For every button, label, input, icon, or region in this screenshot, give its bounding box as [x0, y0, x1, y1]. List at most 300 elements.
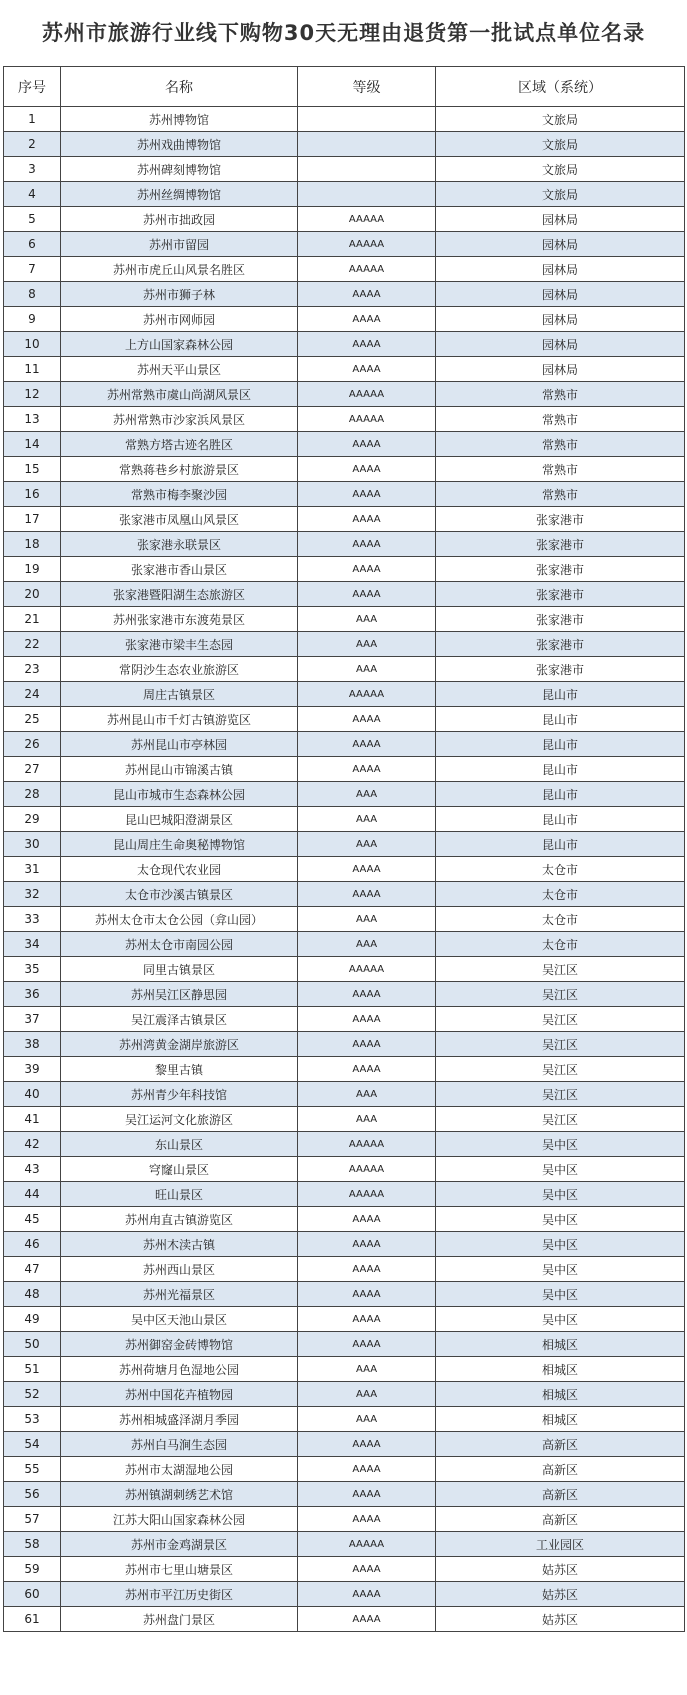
table-row: [4, 1507, 685, 1532]
cell-name: 吴江运河文化旅游区: [61, 1107, 298, 1132]
cell-grade: AAAA: [298, 1482, 436, 1507]
cell-region: 张家港市: [436, 507, 685, 532]
table-header-row: [4, 67, 685, 107]
cell-grade: AAA: [298, 632, 436, 657]
cell-name: 苏州吴江区静思园: [61, 982, 298, 1007]
cell-region: 太仓市: [436, 882, 685, 907]
cell-name: 昆山巴城阳澄湖景区: [61, 807, 298, 832]
cell-grade: AAAA: [298, 307, 436, 332]
cell-name: 苏州市七里山塘景区: [61, 1557, 298, 1582]
table-row: [4, 857, 685, 882]
cell-serial-number: 34: [4, 932, 61, 957]
cell-region: 常熟市: [436, 482, 685, 507]
cell-serial-number: 2: [4, 132, 61, 157]
table-row: [4, 1132, 685, 1157]
cell-grade: AAAA: [298, 332, 436, 357]
cell-serial-number: 12: [4, 382, 61, 407]
cell-region: 张家港市: [436, 607, 685, 632]
cell-grade: AAAA: [298, 1307, 436, 1332]
cell-serial-number: 57: [4, 1507, 61, 1532]
cell-region: 吴江区: [436, 957, 685, 982]
cell-grade: AAAA: [298, 707, 436, 732]
cell-grade: AAAA: [298, 1607, 436, 1632]
table-row: [4, 807, 685, 832]
cell-region: 常熟市: [436, 457, 685, 482]
table-row: [4, 1207, 685, 1232]
cell-region: 吴中区: [436, 1132, 685, 1157]
cell-grade: AAAA: [298, 757, 436, 782]
cell-serial-number: 23: [4, 657, 61, 682]
cell-grade: AAAA: [298, 1432, 436, 1457]
cell-serial-number: 55: [4, 1457, 61, 1482]
cell-serial-number: 15: [4, 457, 61, 482]
table-row: [4, 1182, 685, 1207]
cell-grade: AAAA: [298, 1057, 436, 1082]
cell-name: 苏州西山景区: [61, 1257, 298, 1282]
cell-serial-number: 31: [4, 857, 61, 882]
cell-serial-number: 14: [4, 432, 61, 457]
cell-name: 苏州丝绸博物馆: [61, 182, 298, 207]
table-row: [4, 307, 685, 332]
cell-region: 文旅局: [436, 107, 685, 132]
cell-serial-number: 5: [4, 207, 61, 232]
cell-grade: AAAAA: [298, 1132, 436, 1157]
cell-name: 苏州白马涧生态园: [61, 1432, 298, 1457]
cell-name: 苏州昆山市亭林园: [61, 732, 298, 757]
table-row: [4, 1232, 685, 1257]
table-row: [4, 607, 685, 632]
cell-region: 吴江区: [436, 1082, 685, 1107]
cell-grade: AAAA: [298, 732, 436, 757]
cell-name: 张家港永联景区: [61, 532, 298, 557]
cell-serial-number: 21: [4, 607, 61, 632]
cell-serial-number: 43: [4, 1157, 61, 1182]
cell-region: 张家港市: [436, 657, 685, 682]
cell-serial-number: 37: [4, 1007, 61, 1032]
table-row: [4, 257, 685, 282]
cell-grade: AAAA: [298, 357, 436, 382]
cell-name: 苏州市金鸡湖景区: [61, 1532, 298, 1557]
cell-serial-number: 11: [4, 357, 61, 382]
cell-grade: AAAA: [298, 282, 436, 307]
cell-name: 苏州市虎丘山风景名胜区: [61, 257, 298, 282]
cell-grade: AAA: [298, 607, 436, 632]
cell-name: 苏州荷塘月色湿地公园: [61, 1357, 298, 1382]
cell-region: 吴中区: [436, 1182, 685, 1207]
cell-name: 张家港市香山景区: [61, 557, 298, 582]
cell-name: 苏州中国花卉植物园: [61, 1382, 298, 1407]
cell-region: 园林局: [436, 282, 685, 307]
table-row: [4, 1357, 685, 1382]
table-row: [4, 832, 685, 857]
cell-region: 姑苏区: [436, 1607, 685, 1632]
cell-name: 苏州天平山景区: [61, 357, 298, 382]
cell-name: 同里古镇景区: [61, 957, 298, 982]
cell-region: 高新区: [436, 1457, 685, 1482]
cell-grade: AAAA: [298, 882, 436, 907]
cell-name: 太仓市沙溪古镇景区: [61, 882, 298, 907]
cell-grade: [298, 132, 436, 157]
cell-grade: AAAAA: [298, 207, 436, 232]
cell-serial-number: 13: [4, 407, 61, 432]
cell-region: 高新区: [436, 1432, 685, 1457]
cell-serial-number: 56: [4, 1482, 61, 1507]
table-row: [4, 532, 685, 557]
cell-grade: AAAA: [298, 1582, 436, 1607]
header-grade: 等级: [298, 67, 436, 107]
cell-name: 常熟方塔古迹名胜区: [61, 432, 298, 457]
header-serial-number: 序号: [4, 67, 61, 107]
table-row: [4, 757, 685, 782]
cell-serial-number: 1: [4, 107, 61, 132]
cell-serial-number: 24: [4, 682, 61, 707]
table-row: [4, 1482, 685, 1507]
cell-region: 张家港市: [436, 557, 685, 582]
table-row: [4, 507, 685, 532]
cell-name: 苏州昆山市千灯古镇游览区: [61, 707, 298, 732]
cell-grade: [298, 107, 436, 132]
cell-name: 苏州光福景区: [61, 1282, 298, 1307]
cell-serial-number: 18: [4, 532, 61, 557]
cell-grade: AAAAA: [298, 382, 436, 407]
cell-grade: AAA: [298, 932, 436, 957]
cell-grade: AAAA: [298, 1032, 436, 1057]
cell-grade: AAAA: [298, 1507, 436, 1532]
cell-grade: AAA: [298, 1082, 436, 1107]
cell-serial-number: 52: [4, 1382, 61, 1407]
table-row: [4, 1057, 685, 1082]
pilot-unit-table: [3, 66, 685, 1632]
cell-region: 吴中区: [436, 1257, 685, 1282]
cell-name: 苏州张家港市东渡苑景区: [61, 607, 298, 632]
table-row: [4, 1407, 685, 1432]
cell-region: 文旅局: [436, 182, 685, 207]
cell-grade: AAAA: [298, 457, 436, 482]
cell-serial-number: 60: [4, 1582, 61, 1607]
cell-name: 苏州甪直古镇游览区: [61, 1207, 298, 1232]
cell-region: 工业园区: [436, 1532, 685, 1557]
cell-region: 相城区: [436, 1407, 685, 1432]
cell-region: 园林局: [436, 207, 685, 232]
cell-name: 穹窿山景区: [61, 1157, 298, 1182]
cell-name: 昆山市城市生态森林公园: [61, 782, 298, 807]
cell-grade: AAAA: [298, 432, 436, 457]
table-row: [4, 1257, 685, 1282]
cell-serial-number: 40: [4, 1082, 61, 1107]
cell-name: 苏州市留园: [61, 232, 298, 257]
table-row: [4, 1007, 685, 1032]
cell-region: 文旅局: [436, 157, 685, 182]
cell-name: 苏州木渎古镇: [61, 1232, 298, 1257]
cell-serial-number: 8: [4, 282, 61, 307]
cell-region: 姑苏区: [436, 1582, 685, 1607]
cell-serial-number: 61: [4, 1607, 61, 1632]
table-row: [4, 157, 685, 182]
cell-serial-number: 50: [4, 1332, 61, 1357]
cell-grade: AAAA: [298, 857, 436, 882]
table-row: [4, 1557, 685, 1582]
cell-grade: AAAAA: [298, 1182, 436, 1207]
cell-region: 张家港市: [436, 532, 685, 557]
cell-grade: AAAA: [298, 1207, 436, 1232]
cell-region: 吴中区: [436, 1232, 685, 1257]
page-title: 苏州市旅游行业线下购物30天无理由退货第一批试点单位名录: [41, 21, 646, 45]
table-row: [4, 332, 685, 357]
cell-region: 园林局: [436, 232, 685, 257]
cell-grade: AAAA: [298, 482, 436, 507]
cell-region: 吴中区: [436, 1307, 685, 1332]
cell-name: 旺山景区: [61, 1182, 298, 1207]
cell-name: 常熟蒋巷乡村旅游景区: [61, 457, 298, 482]
table-row: [4, 882, 685, 907]
cell-serial-number: 45: [4, 1207, 61, 1232]
table-row: [4, 1382, 685, 1407]
cell-region: 园林局: [436, 357, 685, 382]
cell-serial-number: 46: [4, 1232, 61, 1257]
cell-serial-number: 16: [4, 482, 61, 507]
table-row: [4, 1157, 685, 1182]
cell-grade: AAA: [298, 1357, 436, 1382]
table-row: [4, 1582, 685, 1607]
cell-name: 张家港暨阳湖生态旅游区: [61, 582, 298, 607]
table-row: [4, 707, 685, 732]
cell-grade: AAA: [298, 1107, 436, 1132]
cell-serial-number: 20: [4, 582, 61, 607]
cell-serial-number: 53: [4, 1407, 61, 1432]
cell-serial-number: 30: [4, 832, 61, 857]
cell-serial-number: 38: [4, 1032, 61, 1057]
cell-grade: AAA: [298, 907, 436, 932]
cell-name: 苏州市网师园: [61, 307, 298, 332]
cell-grade: AAAA: [298, 1282, 436, 1307]
table-row: [4, 1107, 685, 1132]
header-region: 区域（系统）: [436, 67, 685, 107]
cell-region: 吴江区: [436, 1107, 685, 1132]
cell-region: 太仓市: [436, 932, 685, 957]
cell-name: 苏州镇湖刺绣艺术馆: [61, 1482, 298, 1507]
cell-serial-number: 33: [4, 907, 61, 932]
cell-serial-number: 42: [4, 1132, 61, 1157]
cell-grade: AAAA: [298, 507, 436, 532]
cell-name: 苏州湾黄金湖岸旅游区: [61, 1032, 298, 1057]
cell-serial-number: 35: [4, 957, 61, 982]
cell-name: 常阴沙生态农业旅游区: [61, 657, 298, 682]
cell-region: 吴中区: [436, 1157, 685, 1182]
cell-name: 常熟市梅李聚沙园: [61, 482, 298, 507]
table-row: [4, 1532, 685, 1557]
cell-region: 高新区: [436, 1507, 685, 1532]
cell-name: 苏州御窑金砖博物馆: [61, 1332, 298, 1357]
table-row: [4, 357, 685, 382]
cell-name: 苏州常熟市虞山尚湖风景区: [61, 382, 298, 407]
cell-name: 苏州相城盛泽湖月季园: [61, 1407, 298, 1432]
cell-serial-number: 44: [4, 1182, 61, 1207]
cell-serial-number: 54: [4, 1432, 61, 1457]
table-row: [4, 382, 685, 407]
table-row: [4, 1032, 685, 1057]
cell-region: 太仓市: [436, 907, 685, 932]
cell-serial-number: 3: [4, 157, 61, 182]
cell-grade: AAA: [298, 1407, 436, 1432]
cell-region: 吴中区: [436, 1282, 685, 1307]
table-row: [4, 457, 685, 482]
cell-serial-number: 4: [4, 182, 61, 207]
cell-grade: [298, 157, 436, 182]
cell-serial-number: 58: [4, 1532, 61, 1557]
cell-name: 昆山周庄生命奥秘博物馆: [61, 832, 298, 857]
cell-grade: AAAAA: [298, 407, 436, 432]
cell-grade: AAA: [298, 657, 436, 682]
cell-region: 昆山市: [436, 782, 685, 807]
cell-grade: AAAA: [298, 557, 436, 582]
cell-grade: AAAA: [298, 1332, 436, 1357]
cell-name: 周庄古镇景区: [61, 682, 298, 707]
cell-name: 上方山国家森林公园: [61, 332, 298, 357]
cell-region: 吴江区: [436, 1032, 685, 1057]
cell-serial-number: 10: [4, 332, 61, 357]
table-row: [4, 957, 685, 982]
cell-region: 常熟市: [436, 407, 685, 432]
cell-serial-number: 41: [4, 1107, 61, 1132]
cell-grade: AAAA: [298, 1232, 436, 1257]
table-row: [4, 482, 685, 507]
table-row: [4, 107, 685, 132]
cell-region: 文旅局: [436, 132, 685, 157]
table-row: [4, 932, 685, 957]
cell-name: 太仓现代农业园: [61, 857, 298, 882]
cell-region: 相城区: [436, 1357, 685, 1382]
cell-serial-number: 19: [4, 557, 61, 582]
table-row: [4, 1457, 685, 1482]
table-body: [4, 107, 685, 1632]
cell-serial-number: 22: [4, 632, 61, 657]
cell-grade: AAAAA: [298, 682, 436, 707]
table-row: [4, 657, 685, 682]
cell-name: 黎里古镇: [61, 1057, 298, 1082]
table-row: [4, 232, 685, 257]
cell-name: 张家港市梁丰生态园: [61, 632, 298, 657]
table-row: [4, 132, 685, 157]
cell-serial-number: 17: [4, 507, 61, 532]
cell-serial-number: 51: [4, 1357, 61, 1382]
cell-serial-number: 39: [4, 1057, 61, 1082]
cell-serial-number: 9: [4, 307, 61, 332]
cell-serial-number: 6: [4, 232, 61, 257]
cell-serial-number: 47: [4, 1257, 61, 1282]
cell-name: 张家港市凤凰山风景区: [61, 507, 298, 532]
table-row: [4, 432, 685, 457]
cell-region: 相城区: [436, 1382, 685, 1407]
table-row: [4, 1282, 685, 1307]
cell-serial-number: 28: [4, 782, 61, 807]
table-row: [4, 282, 685, 307]
cell-name: 苏州碑刻博物馆: [61, 157, 298, 182]
cell-name: 苏州戏曲博物馆: [61, 132, 298, 157]
table-row: [4, 682, 685, 707]
cell-grade: AAAA: [298, 532, 436, 557]
cell-serial-number: 59: [4, 1557, 61, 1582]
cell-grade: AAAAA: [298, 1157, 436, 1182]
cell-region: 张家港市: [436, 582, 685, 607]
cell-region: 昆山市: [436, 707, 685, 732]
cell-region: 昆山市: [436, 807, 685, 832]
table-row: [4, 557, 685, 582]
table-row: [4, 982, 685, 1007]
cell-grade: AAAA: [298, 1457, 436, 1482]
cell-name: 江苏大阳山国家森林公园: [61, 1507, 298, 1532]
cell-grade: [298, 182, 436, 207]
table-row: [4, 1332, 685, 1357]
cell-serial-number: 7: [4, 257, 61, 282]
table-row: [4, 1307, 685, 1332]
cell-serial-number: 25: [4, 707, 61, 732]
cell-serial-number: 49: [4, 1307, 61, 1332]
cell-name: 苏州常熟市沙家浜风景区: [61, 407, 298, 432]
table-row: [4, 1607, 685, 1632]
cell-name: 苏州市狮子林: [61, 282, 298, 307]
cell-serial-number: 48: [4, 1282, 61, 1307]
cell-name: 苏州市平江历史街区: [61, 1582, 298, 1607]
cell-serial-number: 29: [4, 807, 61, 832]
cell-grade: AAAA: [298, 582, 436, 607]
cell-region: 常熟市: [436, 432, 685, 457]
cell-name: 苏州市拙政园: [61, 207, 298, 232]
cell-grade: AAAAA: [298, 257, 436, 282]
cell-name: 苏州博物馆: [61, 107, 298, 132]
cell-region: 太仓市: [436, 857, 685, 882]
table-row: [4, 582, 685, 607]
cell-name: 苏州太仓市太仓公园（弇山园）: [61, 907, 298, 932]
table-row: [4, 1082, 685, 1107]
cell-region: 昆山市: [436, 732, 685, 757]
cell-grade: AAA: [298, 782, 436, 807]
cell-grade: AAAA: [298, 982, 436, 1007]
cell-region: 吴江区: [436, 1007, 685, 1032]
cell-grade: AAAA: [298, 1007, 436, 1032]
cell-grade: AAAAA: [298, 1532, 436, 1557]
table-row: [4, 407, 685, 432]
cell-name: 苏州昆山市锦溪古镇: [61, 757, 298, 782]
cell-name: 苏州太仓市南园公园: [61, 932, 298, 957]
table-row: [4, 182, 685, 207]
cell-region: 园林局: [436, 332, 685, 357]
cell-region: 常熟市: [436, 382, 685, 407]
cell-name: 苏州市太湖湿地公园: [61, 1457, 298, 1482]
table-row: [4, 207, 685, 232]
table-row: [4, 632, 685, 657]
cell-grade: AAAA: [298, 1557, 436, 1582]
cell-region: 姑苏区: [436, 1557, 685, 1582]
cell-name: 吴中区天池山景区: [61, 1307, 298, 1332]
header-name: 名称: [61, 67, 298, 107]
cell-region: 园林局: [436, 257, 685, 282]
cell-serial-number: 36: [4, 982, 61, 1007]
cell-region: 吴江区: [436, 982, 685, 1007]
cell-region: 园林局: [436, 307, 685, 332]
cell-grade: AAAA: [298, 1257, 436, 1282]
cell-region: 昆山市: [436, 832, 685, 857]
cell-name: 东山景区: [61, 1132, 298, 1157]
cell-grade: AAA: [298, 832, 436, 857]
cell-region: 吴江区: [436, 1057, 685, 1082]
cell-region: 张家港市: [436, 632, 685, 657]
cell-grade: AAAAA: [298, 232, 436, 257]
table-row: [4, 782, 685, 807]
cell-grade: AAAAA: [298, 957, 436, 982]
cell-serial-number: 27: [4, 757, 61, 782]
cell-name: 吴江震泽古镇景区: [61, 1007, 298, 1032]
cell-grade: AAA: [298, 1382, 436, 1407]
